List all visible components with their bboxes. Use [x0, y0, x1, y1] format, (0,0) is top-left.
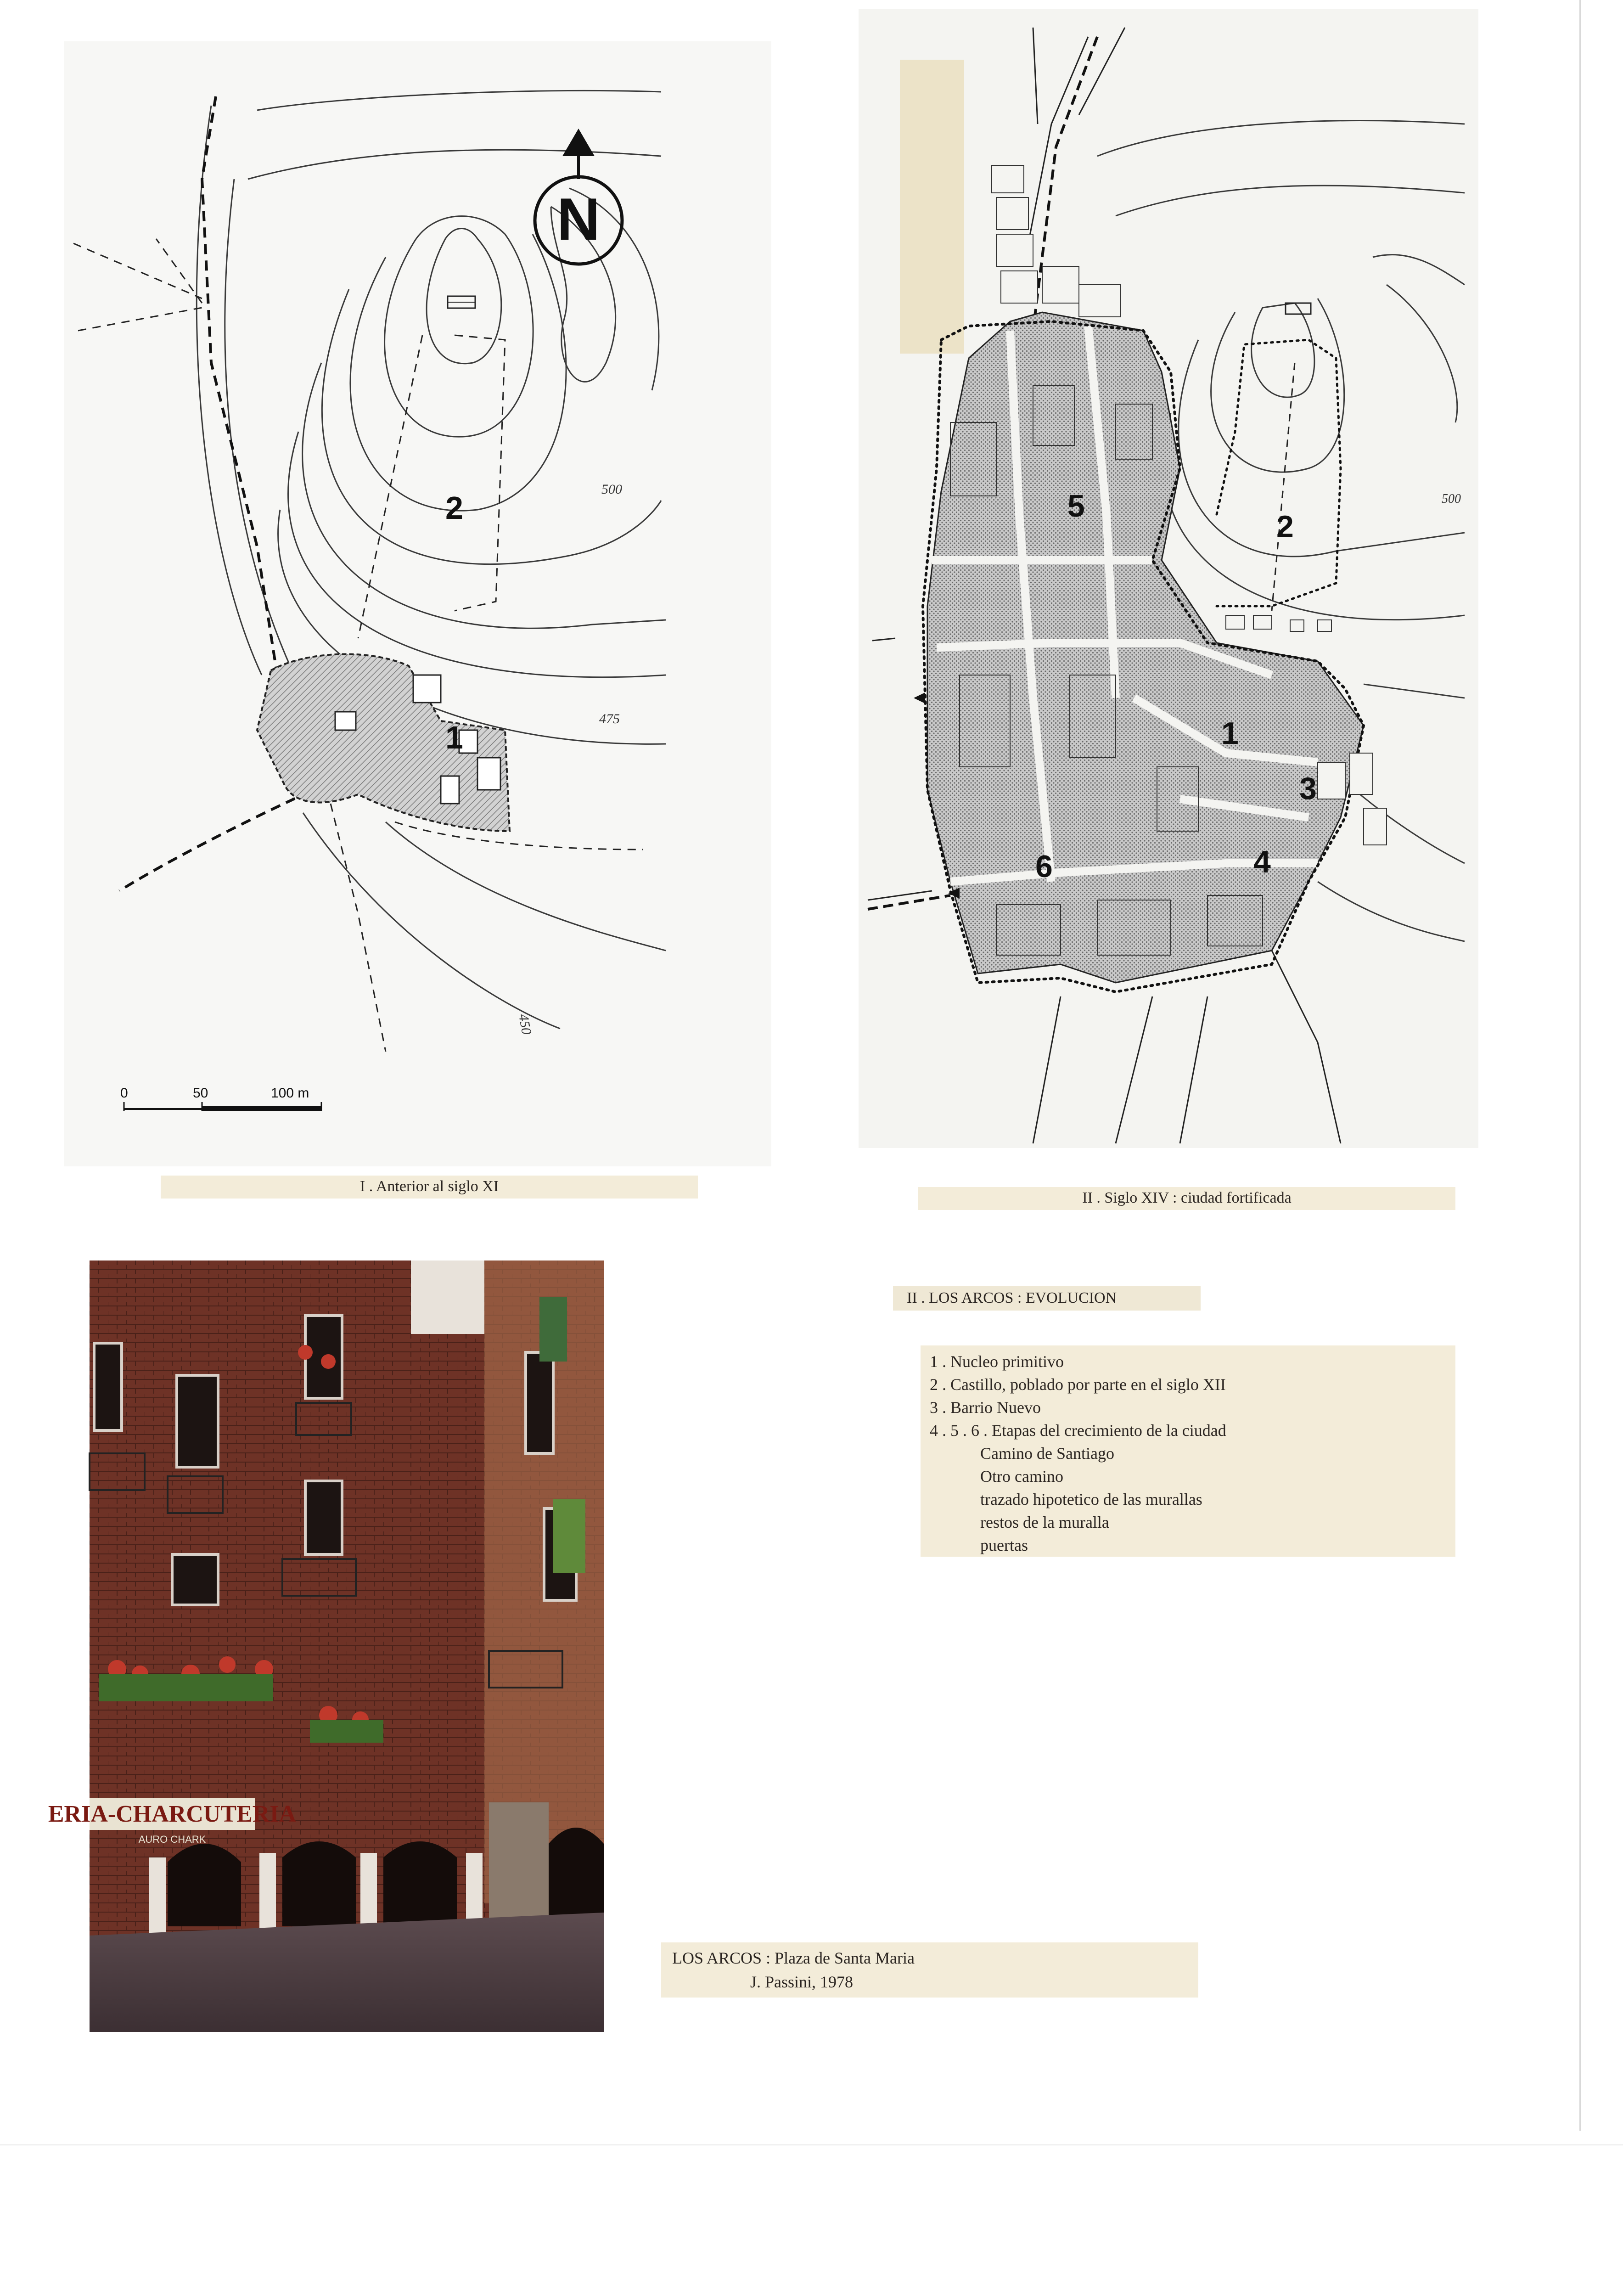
legend-item-3: 3 . Barrio Nuevo: [930, 1398, 1041, 1417]
legend-symbol-puertas: puertas: [980, 1536, 1028, 1554]
map2-label-1: 1: [1221, 716, 1239, 751]
other-roads: [73, 239, 643, 1052]
map2-label-3: 3: [1299, 771, 1317, 806]
scale-tick-0: 0: [120, 1086, 128, 1101]
north-label: N: [557, 186, 600, 253]
map2-label-6: 6: [1035, 849, 1053, 884]
photo-caption: [661, 1942, 1198, 1998]
map1-label-2: 2: [445, 490, 463, 526]
map2-label-4: 4: [1253, 844, 1271, 879]
scale-tick-50: 50: [193, 1086, 208, 1101]
contour-label-500: 500: [601, 482, 622, 497]
caption-map-1: I . Anterior al siglo XI: [161, 1176, 698, 1199]
map2-label-2: 2: [1276, 509, 1294, 544]
shop-sign: ERIA-CHARCUTERIA: [48, 1801, 297, 1827]
map1-label-1: 1: [445, 720, 463, 755]
castle-icon: [448, 296, 475, 308]
contour-label-450: 450: [516, 1013, 534, 1036]
scan-edge-line: [1579, 0, 1581, 2131]
legend-item-1: 1 . Nucleo primitivo: [930, 1352, 1064, 1371]
legend-item-4: 4 . 5 . 6 . Etapas del crecimiento de la ciudad: [930, 1421, 1226, 1440]
legend: [921, 1345, 1455, 1557]
legend-symbol-otro-camino: Otro camino: [980, 1467, 1063, 1486]
photo-caption-line2: J. Passini, 1978: [750, 1973, 854, 1991]
photo-plaza-drawing: [48, 1261, 604, 2032]
castle-enclosure: [1217, 340, 1341, 606]
legend-item-2: 2 . Castillo, poblado por parte en el siglo XII: [930, 1375, 1226, 1394]
figure-title: II . LOS ARCOS : EVOLUCION: [893, 1286, 1201, 1311]
legend-symbol-murallas: trazado hipotetico de las murallas: [980, 1490, 1202, 1508]
photo-caption-line1: LOS ARCOS : Plaza de Santa Maria: [672, 1949, 915, 1967]
contour-label-475: 475: [599, 711, 620, 726]
caption-map-2: II . Siglo XIV : ciudad fortificada: [918, 1187, 1455, 1210]
scale-bar: [124, 1102, 321, 1111]
castle-path: [1272, 363, 1295, 611]
north-suburb-blocks: [992, 165, 1120, 317]
scan-bottom-line: [0, 2144, 1623, 2145]
shop-sign-sub: AURO CHARK: [138, 1834, 206, 1845]
map-siglo-xiv: [859, 9, 1478, 1148]
camino-de-santiago-line: [119, 96, 294, 891]
map-siglo-xiv-drawing: [859, 9, 1478, 1148]
legend-symbol-restos: restos de la muralla: [980, 1513, 1109, 1531]
camino-de-santiago-west: [868, 895, 950, 909]
map-anterior-siglo-xi: [64, 41, 771, 1166]
scale-tick-100m: 100 m: [271, 1086, 309, 1101]
map2-contour-label-500: 500: [1442, 492, 1461, 506]
legend-symbol-camino-santiago: Camino de Santiago: [980, 1444, 1114, 1463]
tape-strip: [900, 60, 964, 354]
map2-label-5: 5: [1067, 489, 1085, 523]
map-anterior-siglo-xi-drawing: [64, 41, 771, 1166]
photo-plaza-santa-maria: [48, 1261, 604, 2032]
